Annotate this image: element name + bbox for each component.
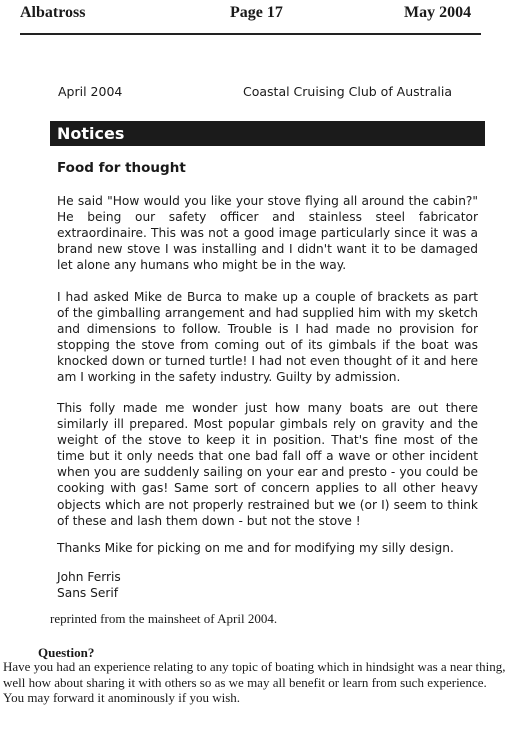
article-date: April 2004: [58, 84, 123, 99]
author-boat: Sans Serif: [57, 586, 119, 600]
article-paragraph: He said "How would you like your stove flying all around the cabin?" He being our safety officer and stainless steel fabricator extraordinaire. This was not a good image particularly since it was a brand new stove I was installing and I didn't want it to be damaged let alone any humans who might be in the way.: [57, 194, 478, 273]
header-rule: [20, 33, 481, 35]
issue-date: May 2004: [404, 4, 472, 21]
page-number: Page 17: [230, 4, 283, 21]
author-name: John Ferris: [57, 570, 121, 584]
newsletter-name: Albatross: [20, 4, 86, 21]
question-text: Have you had an experience relating to any topic of boating which in hindsight was a near thing, well how about sharing it with others so as we may all benefit or learn from such experience.: [3, 659, 506, 690]
question-text: You may forward it anominously if you wish.: [3, 690, 241, 706]
article-title: Food for thought: [57, 160, 186, 176]
article-paragraph: Thanks Mike for picking on me and for modifying my silly design.: [57, 541, 454, 555]
question-body: [3, 659, 507, 706]
reprint-note: reprinted from the mainsheet of April 2004.: [50, 611, 278, 626]
club-name: Coastal Cruising Club of Australia: [243, 84, 452, 99]
article-paragraph: I had asked Mike de Burca to make up a couple of brackets as part of the gimballing arrangement and had supplied him with my sketch and dimensions to follow. Trouble is I had made no provision for stopping the stove from coming out of its gimbals if the boat was knocked down or turned turtle! I had not even thought of it and here am I working in the safety industry. Guilty by admission.: [57, 290, 478, 385]
article-paragraph: This folly made me wonder just how many boats are out there similarly ill prepared. Most popular gimbals rely on gravity and the weight of the stove to keep it in position. That's fine most of the time but it only needs that one bad fall off a wave or other incident when you are suddenly sailing on your ear and presto - you could be cooking with gas! Same sort of concern applies to all other heavy objects which are not properly restrained but we (or I) seem to think of these and lash them down - but not the stove !: [57, 401, 478, 528]
page-header: [0, 4, 524, 30]
question-title: Question?: [38, 645, 95, 660]
section-banner: Notices: [50, 121, 485, 146]
